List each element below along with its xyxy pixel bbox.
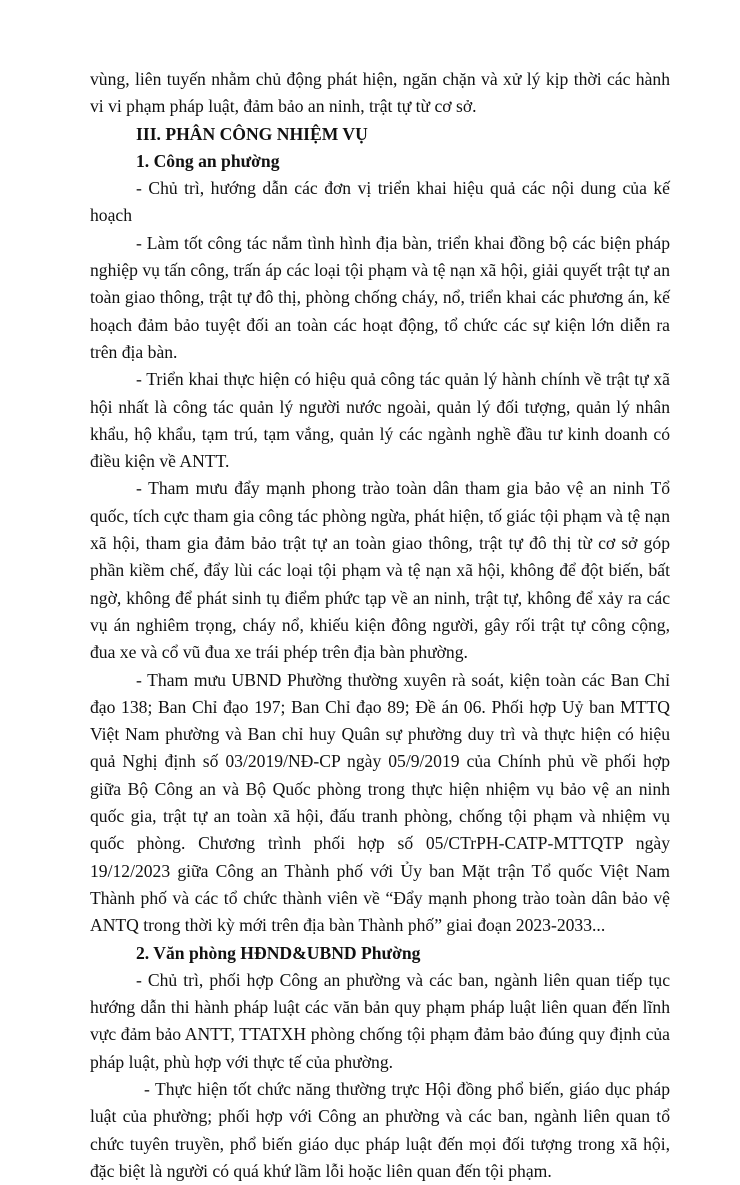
paragraph: - Chủ trì, hướng dẫn các đơn vị triển khai hiệu quả các nội dung của kế hoạch xyxy=(90,178,670,226)
subsection-heading-2: 2. Văn phòng HĐND&UBND Phường xyxy=(136,942,421,963)
paragraph: - Chủ trì, phối hợp Công an phường và các ban, ngành liên quan tiếp tục hướng dẫn thi hành pháp luật các văn bản quy phạm pháp luật liên quan đến lĩnh vực đảm bảo ANTT, TTATXH phòng chống tội phạm đảm bảo đúng quy định của pháp luật, phù hợp với thực tế của phường. xyxy=(90,969,670,1072)
paragraph: - Làm tốt công tác nắm tình hình địa bàn, triển khai đồng bộ các biện pháp nghiệp vụ tấn công, trấn áp các loại tội phạm và tệ nạn xã hội, giải quyết trật tự an toàn giao thông, trật tự đô thị, phòng chống cháy, nổ, triển khai các phương án, kế hoạch đảm bảo tuyệt đối an toàn các hoạt động, tổ chức các sự kiện lớn diễn ra trên địa bàn. xyxy=(90,232,670,362)
paragraph: - Tham mưu đẩy mạnh phong trào toàn dân tham gia bảo vệ an ninh Tổ quốc, tích cực tham gia công tác phòng ngừa, phát hiện, tố giác tội phạm và tệ nạn xã hội, tham gia đảm bảo trật tự an toàn giao thông, trật tự đô thị từ cơ sở góp phần kiềm chế, đẩy lùi các loại tội phạm và tệ nạn xã hội, không để đột biến, bất ngờ, không để phát sinh tụ điểm phức tạp về an ninh, trật tự, không để xảy ra các vụ án nghiêm trọng, cháy nổ, khiếu kiện đông người, gây rối trật tự công cộng, đua xe và cổ vũ đua xe trái phép trên địa bàn phường. xyxy=(90,478,670,663)
paragraph: - Tham mưu UBND Phường thường xuyên rà soát, kiện toàn các Ban Chỉ đạo 138; Ban Chỉ đạo 197; Ban Chỉ đạo 89; Đề án 06. Phối hợp Uỷ ban MTTQ Việt Nam phường và Ban chỉ huy Quân sự phường duy trì và thực hiện có hiệu quả Nghị định số 03/2019/NĐ-CP ngày 05/9/2019 của Chính phủ về phối hợp giữa Bộ Công an và Bộ Quốc phòng trong thực hiện nhiệm vụ bảo vệ an ninh quốc gia, trật tự an toàn xã hội, đấu tranh phòng, chống tội phạm và nhiệm vụ quốc phòng. Chương trình phối hợp số 05/CTrPH-CATP-MTTQTP ngày 19/12/2023 giữa Công an Thành phố với Ủy ban Mặt trận Tổ quốc Việt Nam Thành phố và các tổ chức thành viên về “Đẩy mạnh phong trào toàn dân bảo vệ ANTQ trong thời kỳ mới trên địa bàn Thành phố” giai đoạn 2023-2033... xyxy=(90,669,670,936)
document-body xyxy=(90,66,670,1185)
subsection-heading-1: 1. Công an phường xyxy=(136,150,280,171)
paragraph: - Triển khai thực hiện có hiệu quả công tác quản lý hành chính về trật tự xã hội nhất là công tác quản lý người nước ngoài, quản lý đối tượng, quản lý nhân khẩu, hộ khẩu, tạm trú, tạm vắng, quản lý các ngành nghề đầu tư kinh doanh có điều kiện về ANTT. xyxy=(90,369,670,472)
continued-paragraph: vùng, liên tuyến nhằm chủ động phát hiện, ngăn chặn và xử lý kịp thời các hành vi vi phạm pháp luật, đảm bảo an ninh, trật tự từ cơ sở. xyxy=(90,69,670,117)
section-heading: III. PHÂN CÔNG NHIỆM VỤ xyxy=(136,123,368,144)
paragraph: - Thực hiện tốt chức năng thường trực Hội đồng phổ biến, giáo dục pháp luật của phường; phối hợp với Công an phường và các ban, ngành liên quan tổ chức tuyên truyền, phổ biến giáo dục pháp luật đến mọi đối tượng trong xã hội, đặc biệt là người có quá khứ lầm lỗi hoặc liên quan đến tội phạm. xyxy=(90,1078,670,1181)
